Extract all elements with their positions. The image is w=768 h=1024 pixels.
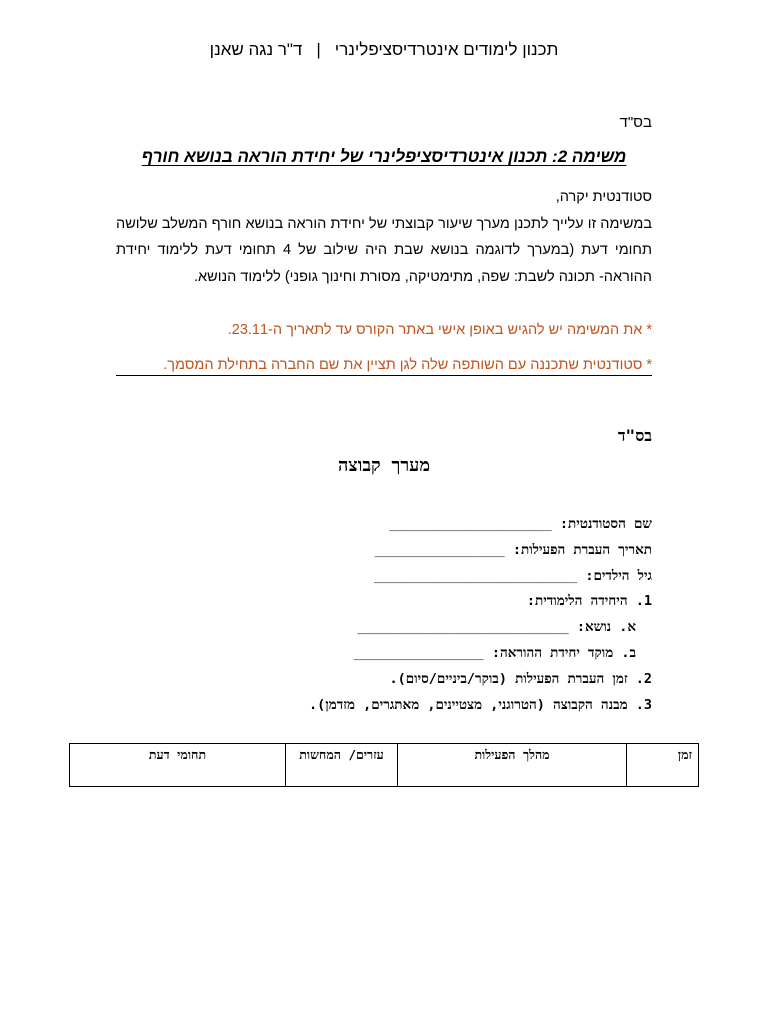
task-title: משימה 2: תכנון אינטרדיסציפלינרי של יחידת הוראה בנושא חורף xyxy=(141,147,627,166)
group-structure-row xyxy=(116,693,652,719)
header-time: זמן xyxy=(627,744,699,787)
student-name-field[interactable]: ____________________ xyxy=(389,516,552,532)
lesson-plan-table xyxy=(69,743,699,787)
unit-label: 1. היחידה הלימודית: xyxy=(526,593,652,610)
instructions: במשימה זו עלייך לתכנן מערך שיעור קבוצתי של יחידת הוראה בנושא חורף המשלב שלושה תחומי דעת (במערך לדוגמה בנושא שבת היה שילוב של 4 תחומי דעת ללימוד יחידת ההוראה- תכונה לשבת: שפה, מתימטיקה, מסורת וחינוך גופני) ללימוד הנושא. xyxy=(116,215,652,285)
activity-time-row xyxy=(116,667,652,693)
activity-time-label: 2. זמן העברת הפעילות (בוקר/ביניים/סיום). xyxy=(389,670,652,687)
student-name-row xyxy=(116,512,652,538)
header-process: מהלך הפעילות xyxy=(398,744,627,787)
age-label: גיל הילדים: xyxy=(585,567,652,584)
focus-label: ב. מוקד יחידת ההוראה: xyxy=(491,644,636,661)
student-name-label: שם הסטודנטית: xyxy=(559,516,652,532)
bsd-mark: בס"ד xyxy=(619,114,652,131)
date-row xyxy=(116,538,652,564)
header-aids: עזרים/ המחשות xyxy=(286,744,398,787)
focus-field[interactable]: ________________ xyxy=(353,644,484,661)
topic-row xyxy=(116,615,652,641)
intro-text xyxy=(116,184,652,290)
focus-row xyxy=(116,641,652,667)
unit-row xyxy=(116,589,652,615)
date-field[interactable]: ________________ xyxy=(374,541,505,558)
page-header xyxy=(0,40,768,60)
topic-label: א. נושא: xyxy=(576,619,636,636)
group-structure-label: 3. מבנה הקבוצה (הטרוגני, מצטיינים, מאתגרים, מזדמן). xyxy=(309,696,652,713)
table-header-row xyxy=(70,744,699,787)
partner-note: * סטודנטית שתכננה עם השותפה שלה לגן תציין את שם החברה בתחילת המסמך. xyxy=(116,357,652,376)
age-row xyxy=(116,564,652,590)
header-separator: | xyxy=(316,40,321,59)
date-label: תאריך העברת הפעילות: xyxy=(512,541,652,558)
lecturer-name: ד"ר נגה שאנן xyxy=(209,40,303,59)
topic-field[interactable]: __________________________ xyxy=(357,619,569,636)
age-field[interactable]: _________________________ xyxy=(374,567,578,584)
header-fields: תחומי דעת xyxy=(70,744,286,787)
greeting: סטודנטית יקרה, xyxy=(555,189,652,205)
lesson-form xyxy=(116,512,652,718)
deadline-note: * את המשימה יש להגיש באופן אישי באתר הקורס עד לתאריך ה-23.11. xyxy=(227,322,652,338)
form-title: מערך קבוצה xyxy=(337,455,431,476)
bsd-mark-form: בס"ד xyxy=(617,426,652,445)
course-title: תכנון לימודים אינטרדיסציפלינרי xyxy=(334,40,559,59)
